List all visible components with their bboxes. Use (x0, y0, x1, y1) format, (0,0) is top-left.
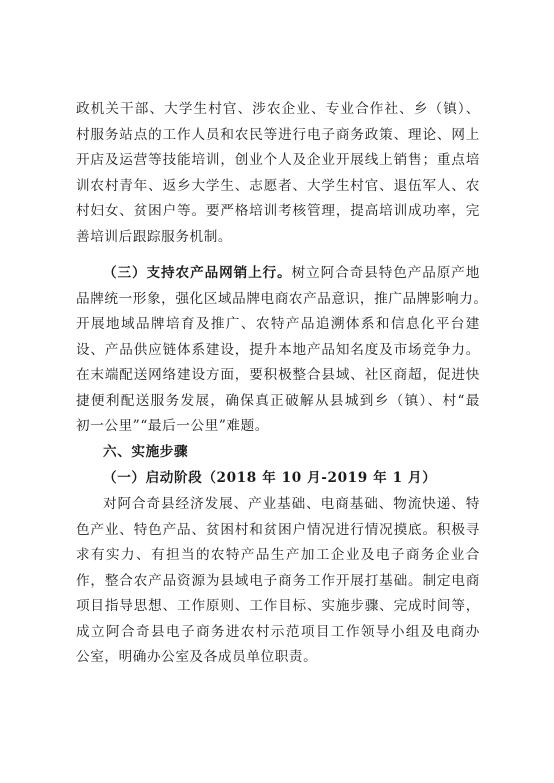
text-line (76, 261, 480, 287)
text-line: 项目指导思想、工作原则、工作目标、实施步骤、完成时间等， (76, 598, 480, 614)
text-line: 作，整合农产品资源为县域电子商务工作开展打基础。制定电商 (76, 572, 480, 589)
text-line: 求有实力、有担当的农特产品生产加工企业及电子商务企业合 (76, 547, 480, 563)
subsection-heading-block (76, 466, 480, 492)
text-line: 善培训后跟踪服务机制。 (76, 228, 233, 245)
text-line: 训农村青年、返乡大学生、志愿者、大学生村官、退伍军人、农 (76, 177, 480, 194)
text-line: 村妇女、贫困户等。要严格培训考核管理，提高培训成功率，完 (76, 203, 480, 219)
text-line: 政机关干部、大学生村官、涉农企业、专业合作社、乡（镇）、 (76, 101, 480, 117)
phase-heading: （一）启动阶段（2018 年 10 月-2019 年 1 月） (103, 470, 437, 486)
section-heading: 六、实施步骤 (103, 444, 189, 460)
text-line: 色产业、特色产品、贫困村和贫困户情况进行情况摸底。积极寻 (76, 521, 480, 538)
text-line: 捷便利配送服务发展，确保真正破解从县城到乡（镇）、村“最 (76, 392, 480, 409)
text-line: 开店及运营等技能培训，创业个人及企业开展线上销售；重点培 (76, 152, 480, 168)
text-line: 在末端配送网络建设方面，要积极整合县域、社区商超，促进快 (76, 367, 480, 383)
text-line: 成立阿合奇县电子商务进农村示范项目工作领导小组及电商办 (76, 623, 480, 640)
section-heading-block (76, 440, 480, 466)
text-line: 公室，明确办公室及各成员单位职责。 (76, 649, 318, 665)
text-line: 设、产品供应链体系建设，提升本地产品知名度及市场竞争力。 (76, 341, 480, 358)
text-line: 品牌统一形象，强化区域品牌电商农产品意识，推广品牌影响力。 (76, 290, 488, 307)
text-line: 初一公里”“最后一公里”难题。 (76, 418, 269, 434)
paragraph-startup-phase (76, 492, 480, 671)
text-fragment: 树立阿合奇县特色产品原产地 (291, 265, 480, 281)
text-line: 村服务站点的工作人员和农民等进行电子商务政策、理论、网上 (76, 126, 480, 143)
text-line: 开展地域品牌培育及推广、农特产品追溯体系和信息化平台建 (76, 316, 480, 332)
paragraph-training (76, 97, 480, 250)
paragraph-online-sales (76, 261, 488, 440)
text-line: 对阿合奇县经济发展、产业基础、电商基础、物流快递、特 (103, 496, 480, 512)
subsection-heading: （三）支持农产品网销上行。 (103, 265, 292, 281)
